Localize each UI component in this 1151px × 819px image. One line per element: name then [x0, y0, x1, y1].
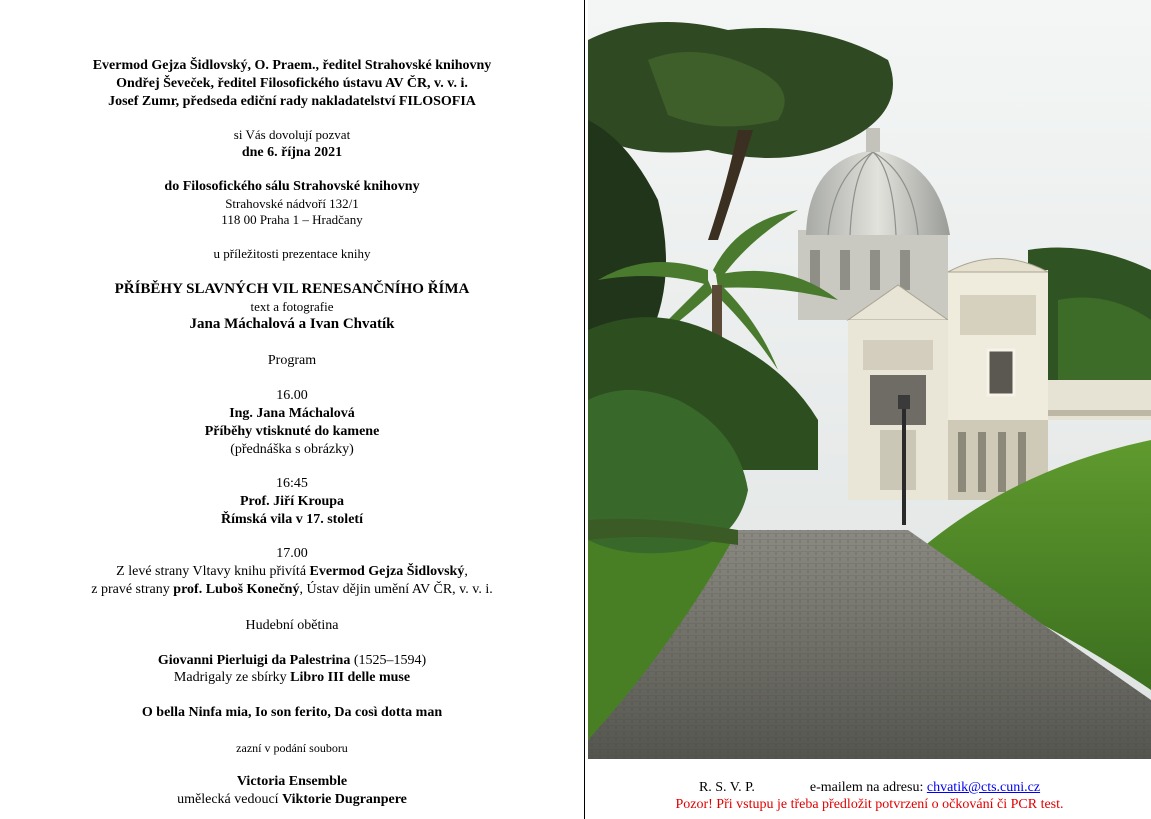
music-pieces: O bella Ninfa mia, Io son ferito, Da così dotta man	[141, 705, 443, 720]
host-line-3: Josef Zumr, předseda ediční rady nakladatelství FILOSOFIA	[108, 94, 476, 109]
book-subtitle: text a fotografie	[250, 299, 334, 314]
closing-line-2-name: prof. Luboš Konečný	[173, 582, 300, 597]
program-item-2-title: Římská vila v 17. století	[221, 512, 363, 527]
program-item-1-time: 16.00	[276, 388, 308, 403]
program-item-2-time: 16:45	[276, 476, 308, 491]
closing-line-1-post: ,	[464, 564, 468, 579]
program-item-1-speaker: Ing. Jana Máchalová	[229, 406, 355, 421]
closing-line-2-pre: z pravé strany	[91, 582, 174, 597]
program-item-1-note: (přednáška s obrázky)	[230, 442, 354, 457]
closing-line-1	[0, 563, 584, 581]
page-divider	[584, 0, 585, 819]
program-heading: Program	[267, 353, 317, 368]
host-line-2: Ondřej Ševeček, ředitel Filosofického ústavu AV ČR, v. v. i.	[116, 76, 468, 91]
villa-garden-photo	[588, 0, 1151, 759]
book-title: PŘÍBĚHY SLAVNÝCH VIL RENESANČNÍHO ŘÍMA	[114, 281, 470, 297]
photo-panel	[588, 0, 1151, 819]
collection-name: Libro III delle muse	[290, 670, 411, 685]
composer-years: (1525–1594)	[350, 653, 427, 668]
book-authors: Jana Máchalová a Ivan Chvatík	[189, 316, 395, 332]
closing-time: 17.00	[276, 546, 308, 561]
composer-line	[0, 652, 584, 670]
ensemble-name: Victoria Ensemble	[236, 774, 348, 789]
vaccination-warning: Pozor! Při vstupu je třeba předložit potvrzení o očkování či PCR test.	[675, 797, 1064, 812]
closing-line-1-name: Evermod Gejza Šidlovský	[309, 564, 465, 579]
rsvp-line	[588, 780, 1151, 796]
program-item-1-title: Příběhy vtisknuté do kamene	[204, 424, 380, 439]
host-line-1: Evermod Gejza Šidlovský, O. Praem., ředitel Strahovské knihovny	[92, 58, 492, 73]
event-date: dne 6. října 2021	[241, 145, 343, 160]
invite-text: si Vás dovolují pozvat	[233, 127, 351, 142]
composer-name: Giovanni Pierluigi da Palestrina	[157, 653, 351, 668]
collection-line	[0, 669, 584, 687]
email-link[interactable]: chvatik@cts.cuni.cz	[926, 780, 1041, 795]
director-line	[0, 791, 584, 809]
director-pre: umělecká vedoucí	[177, 792, 283, 807]
closing-line-2	[0, 581, 584, 599]
rsvp-text: R. S. V. P.	[698, 780, 755, 795]
venue-city: 118 00 Praha 1 – Hradčany	[221, 212, 363, 227]
closing-line-1-pre: Z levé strany Vltavy knihu přivítá	[116, 564, 310, 579]
program-item-2-speaker: Prof. Jiří Kroupa	[239, 494, 345, 509]
collection-pre: Madrigaly ze sbírky	[173, 670, 291, 685]
director-name: Viktorie Dugranpere	[282, 792, 407, 807]
performed-by-text: zazní v podání souboru	[236, 741, 348, 755]
venue-street: Strahovské nádvoří 132/1	[225, 196, 359, 211]
occasion-text: u příležitosti prezentace knihy	[213, 246, 371, 261]
closing-line-2-post: , Ústav dějin umění AV ČR, v. v. i.	[299, 582, 493, 597]
music-heading: Hudební obětina	[245, 618, 339, 633]
venue-hall: do Filosofického sálu Strahovské knihovny	[164, 179, 420, 194]
email-label: e-mailem na adresu:	[809, 780, 927, 795]
